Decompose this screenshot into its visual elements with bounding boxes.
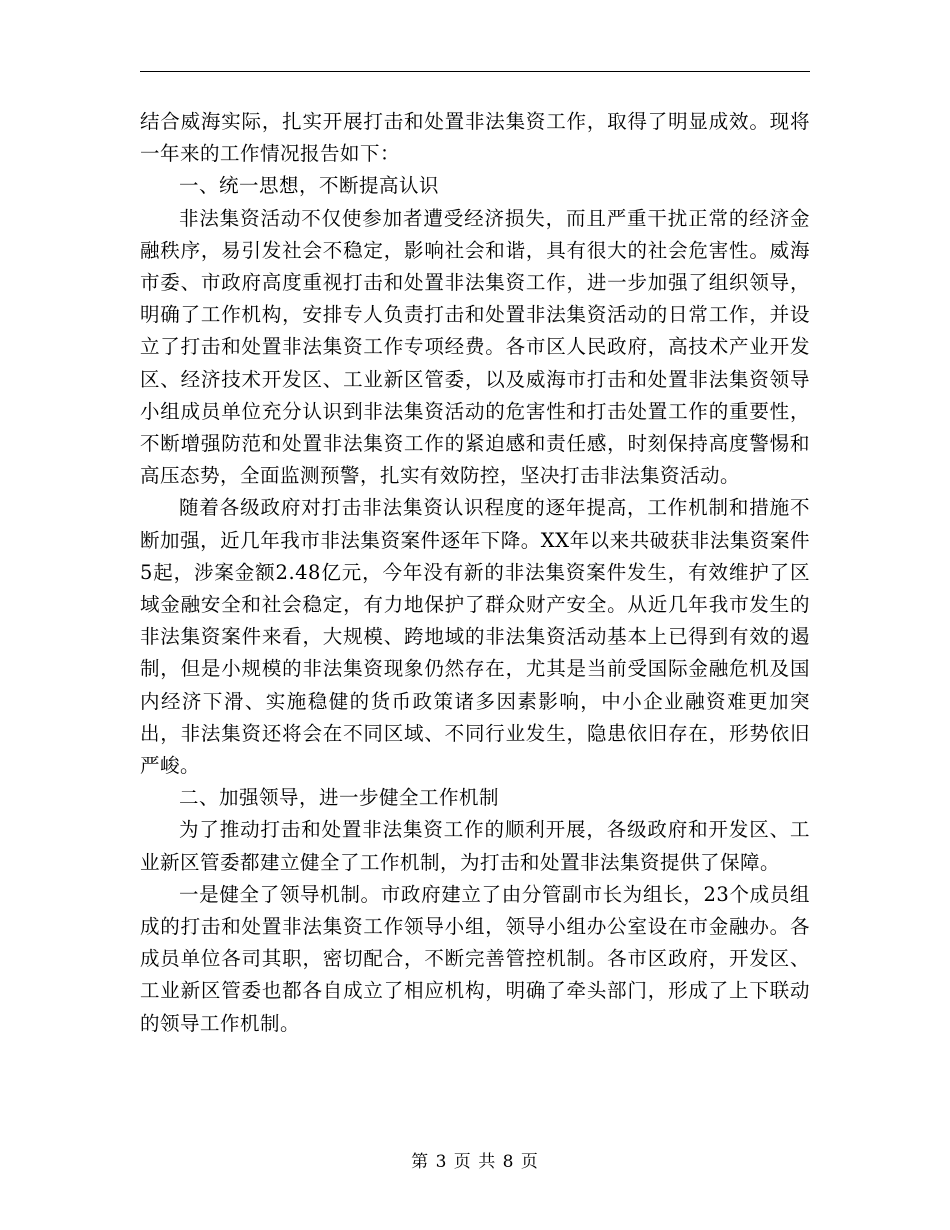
header-rule: [140, 71, 810, 72]
paragraph-3: 随着各级政府对打击非法集资认识程度的逐年提高，工作机制和措施不断加强，近几年我市非法集资案件逐年下降。XX年以来共破获非法集资案件5起，涉案金额2.48亿元，今年没有新的非法集资案件发生，有效维护了区域金融安全和社会稳定，有力地保护了群众财产安全。从近几年我市发生的非法集资案件来看，大规模、跨地域的非法集资活动基本上已得到有效的遏制，但是小规模的非法集资现象仍然存在，尤其是当前受国际金融危机及国内经济下滑、实施稳健的货币政策诸多因素影响，中小企业融资难更加突出，非法集资还将会在不同区域、不同行业发生，隐患依旧存在，形势依旧严峻。: [140, 496, 810, 778]
section-heading-2: 二、加强领导，进一步健全工作机制: [179, 786, 500, 810]
page-number-footer: 第 3 页 共 8 页: [411, 1152, 539, 1172]
section-heading-1: 一、统一思想，不断提高认识: [179, 174, 440, 198]
paragraph-2: 非法集资活动不仅使参加者遭受经济损失，而且严重干扰正常的经济金融秩序，易引发社会不稳定，影响社会和谐，具有很大的社会危害性。威海市委、市政府高度重视打击和处置非法集资工作，进一步加强了组织领导，明确了工作机构，安排专人负责打击和处置非法集资活动的日常工作，并设立了打击和处置非法集资工作专项经费。各市区人民政府，高技术产业开发区、经济技术开发区、工业新区管委，以及威海市打击和处置非法集资领导小组成员单位充分认识到非法集资活动的危害性和打击处置工作的重要性，不断增强防范和处置非法集资工作的紧迫感和责任感，时刻保持高度警惕和高压态势，全面监测预警，扎实有效防控，坚决打击非法集资活动。: [140, 206, 810, 488]
paragraph-1: 结合威海实际，扎实开展打击和处置非法集资工作，取得了明显成效。现将一年来的工作情况报告如下：: [140, 110, 810, 166]
document-body: [140, 106, 810, 1040]
paragraph-4: 为了推动打击和处置非法集资工作的顺利开展，各级政府和开发区、工业新区管委都建立健全了工作机制，为打击和处置非法集资提供了保障。: [140, 818, 810, 874]
paragraph-5: 一是健全了领导机制。市政府建立了由分管副市长为组长，23个成员组成的打击和处置非法集资工作领导小组，领导小组办公室设在市金融办。各成员单位各司其职，密切配合，不断完善管控机制。各市区政府，开发区、工业新区管委也都各自成立了相应机构，明确了牵头部门，形成了上下联动的领导工作机制。: [140, 882, 810, 1035]
